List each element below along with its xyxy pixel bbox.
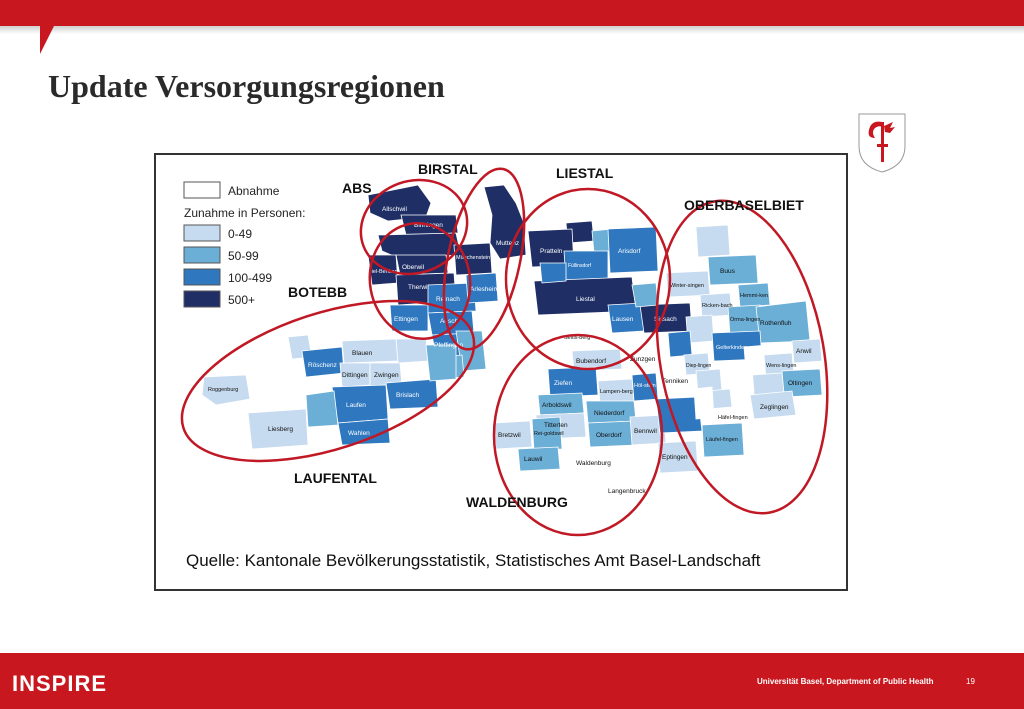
- label-reigoldswil: Rei-goldswil: [534, 431, 564, 437]
- label-fuellinsdorf: Füllinsdorf: [568, 263, 592, 269]
- label-muenchenstein: Münchenstein: [456, 255, 491, 261]
- label-arisdorf: Arisdorf: [618, 248, 641, 255]
- legend-label-0-49: 0-49: [228, 227, 253, 241]
- label-tenniken: Tenniken: [662, 378, 689, 385]
- legend-label-500plus: 500+: [228, 293, 256, 307]
- region-label-abs: ABS: [342, 180, 372, 196]
- label-arlesheim: Arlesheim: [470, 286, 499, 293]
- label-bennwil: Bennwil: [634, 428, 657, 435]
- label-wahlen: Wahlen: [348, 430, 370, 437]
- label-oltingen: Oltingen: [788, 380, 813, 387]
- label-gelterkinden: Gelterkinden: [716, 345, 748, 351]
- label-allschwil: Allschwil: [382, 206, 407, 213]
- label-titterten: Titterten: [544, 422, 568, 429]
- label-oberdorf: Oberdorf: [596, 432, 622, 439]
- label-blauen: Blauen: [352, 350, 373, 357]
- municipality-thuernen: [668, 331, 692, 357]
- label-langenbruck: Langenbruck: [608, 488, 646, 495]
- legend-swatch-500plus: [184, 291, 220, 307]
- label-arboldswil: Arboldswil: [542, 402, 572, 409]
- label-bubendorf: Bubendorf: [576, 358, 606, 365]
- label-roeschenz: Röschenz: [308, 362, 337, 369]
- label-reinach: Reinach: [436, 296, 460, 303]
- label-waldenburg: Waldenburg: [576, 460, 611, 467]
- map-source-note: Quelle: Kantonale Bevölkerungsstatistik, Statistisches Amt Basel-Landschaft: [186, 551, 761, 570]
- region-label-birstal: BIRSTAL: [418, 161, 478, 177]
- label-zwingen: Zwingen: [374, 372, 399, 379]
- municipality-buckten: [694, 387, 714, 419]
- label-hemmiken: Hemmi-ken: [740, 293, 769, 299]
- legend-swatch-100-499: [184, 269, 220, 285]
- label-zunzgen: Zunzgen: [630, 356, 656, 363]
- slide-title: Update Versorgungsregionen: [48, 68, 445, 104]
- label-lauwil: Lauwil: [524, 456, 543, 463]
- legend-label-abnahme: Abnahme: [228, 184, 280, 198]
- top-banner: [0, 0, 1024, 26]
- label-lausen: Lausen: [612, 316, 634, 323]
- label-rickenbach: Ricken-bach: [702, 303, 733, 309]
- region-label-liestal: LIESTAL: [556, 165, 614, 181]
- label-anwil: Anwil: [796, 348, 812, 355]
- label-bretzwil: Bretzwil: [498, 432, 521, 439]
- municipality-grindel: [306, 391, 338, 427]
- label-bielbenken: Biel-Benken: [368, 269, 398, 275]
- label-brislach: Brislach: [396, 392, 420, 399]
- page-number: 19: [966, 677, 975, 686]
- top-banner-shadow: [0, 26, 1024, 34]
- label-lampenberg: Lampen-berg: [600, 389, 633, 395]
- region-label-laufental: LAUFENTAL: [294, 470, 377, 486]
- label-laeufelfingen: Läufel-fingen: [706, 437, 738, 443]
- region-label-oberbaselbiet: OBERBASELBIET: [684, 197, 804, 213]
- label-liestal: Liestal: [576, 296, 595, 303]
- municipality-kilchberg: [752, 373, 784, 395]
- label-dittingen: Dittingen: [342, 372, 368, 379]
- municipality-maisprach: [696, 225, 730, 257]
- label-seltisberg: Seltis-berg: [564, 335, 591, 341]
- municipality-itingen: [632, 283, 658, 307]
- municipality-frenkendorf: [540, 263, 566, 283]
- label-pratteln: Pratteln: [540, 248, 563, 255]
- label-sissach: Sissach: [654, 316, 677, 323]
- legend-heading: Zunahme in Personen:: [184, 206, 306, 220]
- municipality-nenzlingen: [396, 339, 428, 363]
- label-muttenz: Muttenz: [496, 240, 520, 247]
- inspire-logo: INSPIRE: [12, 671, 108, 696]
- legend-label-100-499: 100-499: [228, 271, 273, 285]
- label-ormalingen: Orma-lingen: [730, 317, 761, 323]
- label-wintersingen: Winter-singen: [670, 283, 704, 289]
- label-haefelfingen: Häfel-fingen: [718, 415, 748, 421]
- basel-landschaft-crest: [857, 112, 907, 174]
- legend-swatch-abnahme: [184, 182, 220, 198]
- municipality-nenzlingen-east: [426, 345, 456, 381]
- label-dieplingen: Diep-lingen: [686, 363, 712, 369]
- label-pfeffingen: Pfeffingen: [434, 342, 464, 349]
- map-frame: [154, 153, 848, 591]
- footer-bar: [0, 653, 1024, 709]
- basel-landschaft-map: [156, 155, 846, 589]
- label-liesberg: Liesberg: [268, 426, 293, 433]
- label-laufen: Laufen: [346, 402, 366, 409]
- legend-swatch-0-49: [184, 225, 220, 241]
- label-buus: Buus: [720, 268, 735, 275]
- label-niederdorf: Niederdorf: [594, 410, 625, 417]
- legend-swatch-50-99: [184, 247, 220, 263]
- label-binningen: Binningen: [414, 222, 443, 229]
- label-therwil: Therwil: [408, 284, 429, 291]
- label-zeglingen: Zeglingen: [760, 404, 789, 411]
- label-oberwil: Oberwil: [402, 264, 425, 271]
- label-roggenburg: Roggenburg: [208, 387, 239, 393]
- region-label-botebb: BOTEBB: [288, 284, 348, 300]
- label-ziefen: Ziefen: [554, 380, 573, 387]
- legend-label-50-99: 50-99: [228, 249, 259, 263]
- region-label-waldenburg: WALDENBURG: [466, 494, 568, 510]
- label-ettingen: Ettingen: [394, 316, 418, 323]
- footer-institution: Universität Basel, Department of Public Health: [757, 677, 934, 686]
- label-eptingen: Eptingen: [662, 454, 688, 461]
- label-hoelstein: Höl-stein: [634, 383, 656, 389]
- banner-flag-tab: [40, 26, 54, 54]
- label-aesch: Aesch: [440, 318, 459, 325]
- label-wenslingen: Wens-lingen: [766, 363, 797, 369]
- label-rothenfluh: Rothenfluh: [760, 320, 792, 327]
